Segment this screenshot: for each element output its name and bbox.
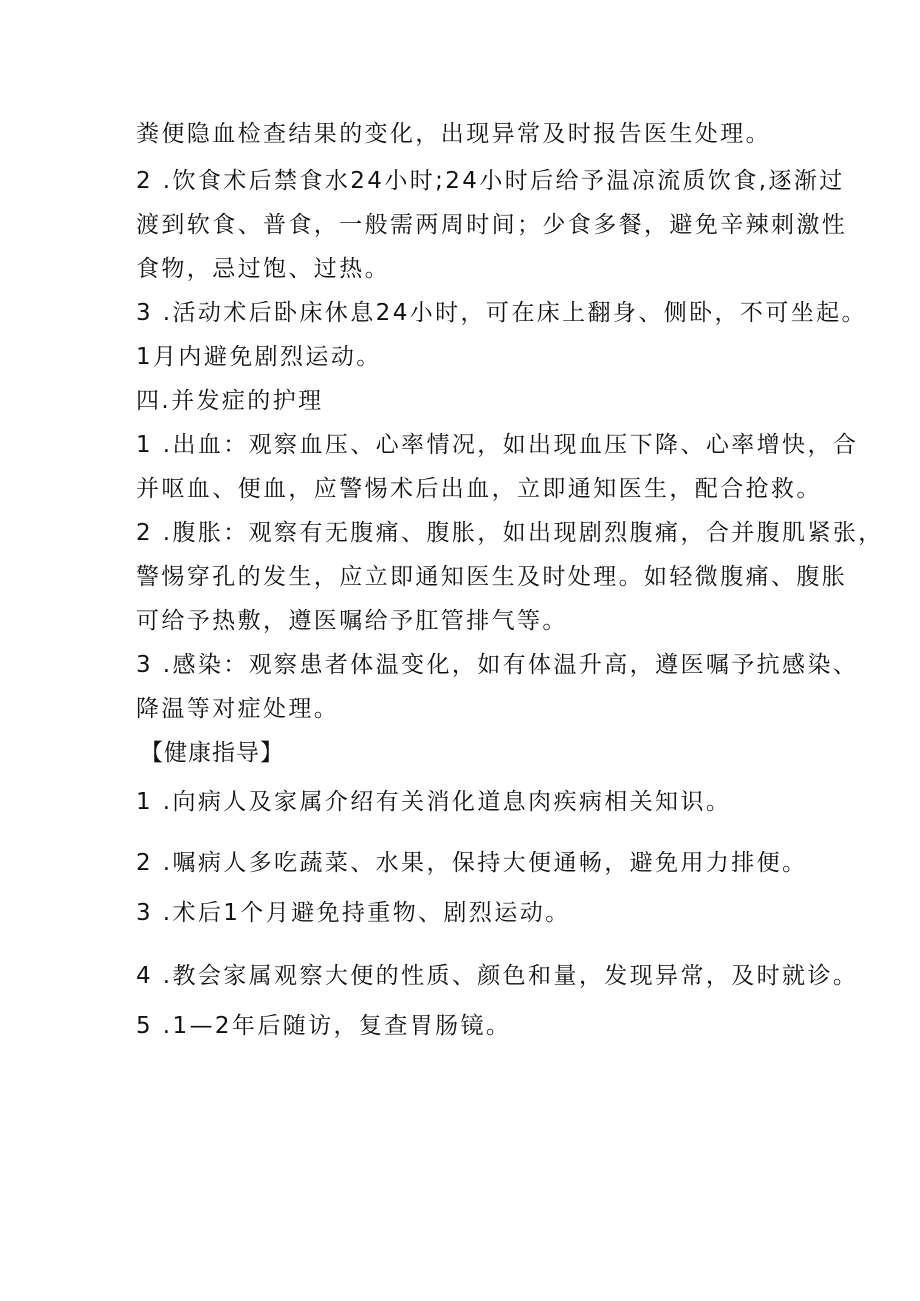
diet-item-line: 食物，忌过饱、过热。 — [136, 256, 390, 282]
infection-item-line: 降温等对症处理。 — [136, 696, 340, 722]
activity-item-line: 1月内避免剧烈运动。 — [136, 344, 382, 370]
bloating-item-line: 警惕穿孔的发生，应立即通知医生及时处理。如轻微腹痛、腹胀 — [136, 564, 848, 590]
guidance-item-line: 5 .1—2年后随访，复查胃肠镜。 — [136, 1013, 512, 1039]
diet-item-line: 渡到软食、普食，一般需两周时间；少食多餐，避免辛辣刺激性 — [136, 212, 848, 238]
section-heading-health-guidance: 【健康指导】 — [140, 740, 284, 766]
bloating-item-line: 可给予热敷，遵医嘱给予肛管排气等。 — [136, 608, 568, 634]
guidance-item-line: 3 .术后1个月避免持重物、剧烈运动。 — [136, 900, 571, 926]
bleeding-item-line: 1 .出血：观察血压、心率情况，如出现血压下降、心率增快，合 — [136, 432, 859, 458]
paragraph-line: 粪便隐血检查结果的变化，出现异常及时报告医生处理。 — [136, 121, 771, 147]
bloating-item-line: 2 .腹胀：观察有无腹痛、腹胀，如出现剧烈腹痛，合并腹肌紧张， — [136, 520, 884, 546]
bleeding-item-line: 并呕血、便血，应警惕术后出血，立即通知医生，配合抢救。 — [136, 476, 822, 502]
diet-item-line: 2 .饮食术后禁食水24小时;24小时后给予温凉流质饮食,逐渐过 — [136, 168, 845, 194]
infection-item-line: 3 .感染：观察患者体温变化，如有体温升高，遵医嘱予抗感染、 — [136, 652, 859, 678]
guidance-item-line: 1 .向病人及家属介绍有关消化道息肉疾病相关知识。 — [136, 789, 732, 815]
guidance-item-line: 2 .嘱病人多吃蔬菜、水果，保持大便通畅，避免用力排便。 — [136, 850, 808, 876]
section-heading-complications: 四.并发症的护理 — [136, 388, 324, 414]
guidance-item-line: 4 .教会家属观察大便的性质、颜色和量，发现异常，及时就诊。 — [136, 963, 859, 989]
activity-item-line: 3 .活动术后卧床休息24小时，可在床上翻身、侧卧，不可坐起。 — [136, 300, 867, 326]
